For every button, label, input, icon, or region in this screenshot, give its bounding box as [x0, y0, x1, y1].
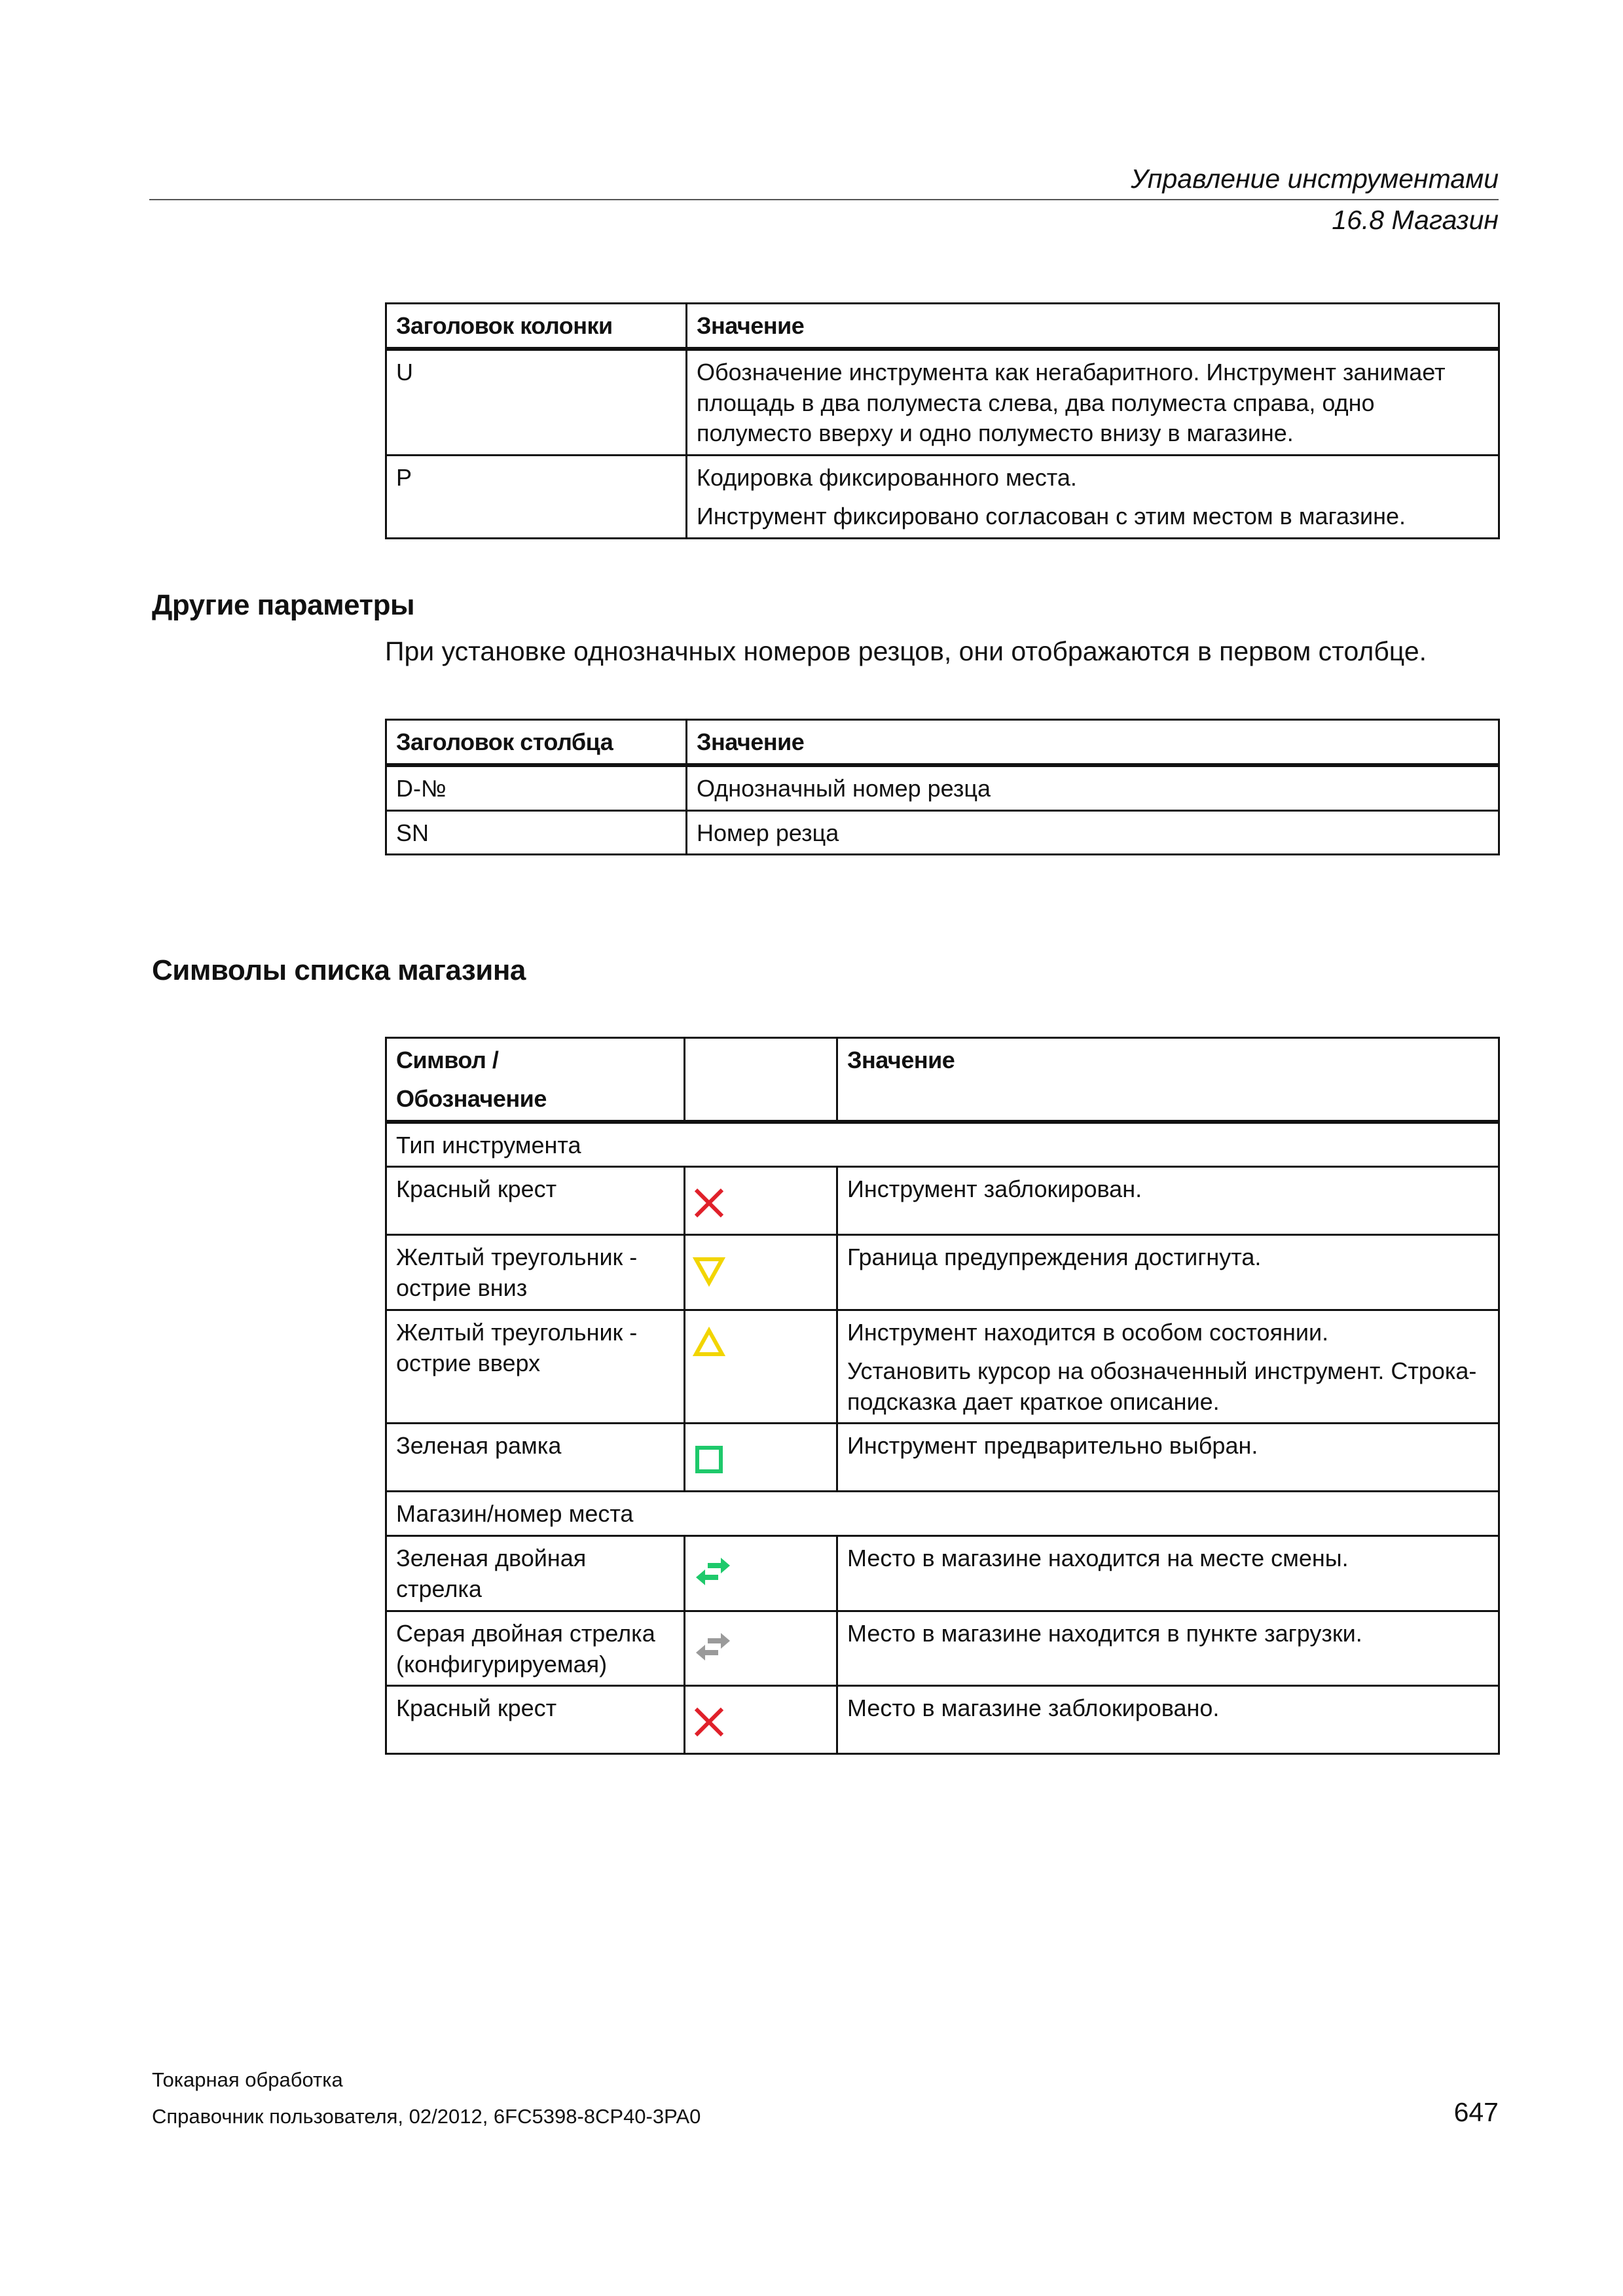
- gray-double-arrow-icon: [692, 1630, 734, 1664]
- table-row: [386, 1611, 1499, 1686]
- symbol-name: Красный крест: [386, 1167, 685, 1235]
- group-row: [386, 1122, 1499, 1167]
- symbol-name: Зеленая двойная стрелка: [386, 1536, 685, 1611]
- column-header-table: [385, 302, 1500, 539]
- cutting-edge-table: [385, 719, 1500, 855]
- table-header-cell-empty: [685, 1038, 837, 1122]
- symbol-meaning: Инструмент предварительно выбран.: [837, 1424, 1499, 1492]
- yellow-triangle-down-icon: [692, 1254, 726, 1288]
- table-cell-text: Кодировка фиксированного места.: [697, 464, 1077, 492]
- symbol-name: Красный крест: [386, 1686, 685, 1754]
- group-row: [386, 1492, 1499, 1536]
- table-cell-text: Инструмент фиксировано согласован с этим местом в магазине.: [697, 502, 1406, 529]
- table-row: [386, 1536, 1499, 1611]
- symbol-meaning: Инструмент заблокирован.: [837, 1167, 1499, 1235]
- table-header-cell: [386, 1038, 685, 1122]
- table-row: [386, 456, 1499, 539]
- footer-manual-info: Справочник пользователя, 02/2012, 6FC5398-8CP40-3PA0: [152, 2105, 701, 2128]
- table-header-row: [386, 1038, 1499, 1122]
- symbols-table: [385, 1037, 1500, 1755]
- header-text: Символ /: [396, 1047, 499, 1073]
- symbol-icon-cell: [685, 1167, 837, 1235]
- table-header-cell: Значение: [837, 1038, 1499, 1122]
- symbol-meaning: Место в магазине находится на месте смены.: [837, 1536, 1499, 1611]
- group-label: Тип инструмента: [386, 1122, 1499, 1167]
- table-row: [386, 349, 1499, 456]
- symbol-meaning: Граница предупреждения достигнута.: [837, 1235, 1499, 1310]
- symbol-meaning: Место в магазине заблокировано.: [837, 1686, 1499, 1754]
- table-cell-value: Обозначение инструмента как негабаритного. Инструмент занимает площадь в два полуместа слева, два полуместа справа, одно полуместо вверху и одно полуместо внизу в магазине.: [687, 349, 1499, 456]
- running-header-section: 16.8 Магазин: [1332, 205, 1499, 235]
- table-cell-key: P: [386, 456, 687, 539]
- symbol-icon-cell: [685, 1235, 837, 1310]
- table-row: [386, 1310, 1499, 1423]
- table-row: [386, 1167, 1499, 1235]
- symbol-name: Желтый треугольник - острие вверх: [386, 1310, 685, 1423]
- symbol-meaning: Место в магазине находится в пункте загрузки.: [837, 1611, 1499, 1686]
- table-header-cell: Заголовок колонки: [386, 304, 687, 349]
- table-row: [386, 1235, 1499, 1310]
- table-header-cell: Значение: [687, 720, 1499, 765]
- group-label: Магазин/номер места: [386, 1492, 1499, 1536]
- meaning-text: Установить курсор на обозначенный инструмент. Строка-подсказка дает краткое описание.: [847, 1357, 1477, 1415]
- table-row: [386, 1686, 1499, 1754]
- footer-product: Токарная обработка: [152, 2068, 343, 2091]
- table-cell-key: SN: [386, 810, 687, 855]
- symbol-icon-cell: [685, 1536, 837, 1611]
- symbol-icon-cell: [685, 1310, 837, 1423]
- symbol-icon-cell: [685, 1611, 837, 1686]
- section-heading: Другие параметры: [152, 589, 415, 621]
- yellow-triangle-up-icon: [692, 1325, 726, 1359]
- table-row: [386, 810, 1499, 855]
- table-cell-value: [687, 456, 1499, 539]
- symbol-meaning: [837, 1310, 1499, 1423]
- symbol-icon-cell: [685, 1424, 837, 1492]
- green-frame-icon: [692, 1443, 726, 1477]
- table-header-cell: Значение: [687, 304, 1499, 349]
- meaning-text: Инструмент находится в особом состоянии.: [847, 1318, 1329, 1346]
- symbol-name: Зеленая рамка: [386, 1424, 685, 1492]
- running-header-title: Управление инструментами: [1131, 164, 1499, 194]
- red-cross-icon: [692, 1186, 726, 1220]
- section-heading: Символы списка магазина: [152, 954, 526, 986]
- table-header-row: [386, 720, 1499, 765]
- red-cross-icon: [692, 1705, 726, 1739]
- header-text: Обозначение: [396, 1085, 547, 1112]
- section-intro: При установке однозначных номеров резцов, они отображаются в первом столбце.: [385, 636, 1427, 666]
- table-cell-value: Номер резца: [687, 810, 1499, 855]
- table-row: [386, 1424, 1499, 1492]
- green-double-arrow-icon: [692, 1555, 734, 1589]
- table-cell-value: Однозначный номер резца: [687, 765, 1499, 810]
- symbol-icon-cell: [685, 1686, 837, 1754]
- table-header-cell: Заголовок столбца: [386, 720, 687, 765]
- table-cell-key: D-№: [386, 765, 687, 810]
- header-rule: [149, 199, 1499, 200]
- page-number: 647: [1453, 2097, 1499, 2127]
- symbol-name: Серая двойная стрелка (конфигурируемая): [386, 1611, 685, 1686]
- symbol-name: Желтый треугольник - острие вниз: [386, 1235, 685, 1310]
- table-header-row: [386, 304, 1499, 349]
- table-cell-key: U: [386, 349, 687, 456]
- table-row: [386, 765, 1499, 810]
